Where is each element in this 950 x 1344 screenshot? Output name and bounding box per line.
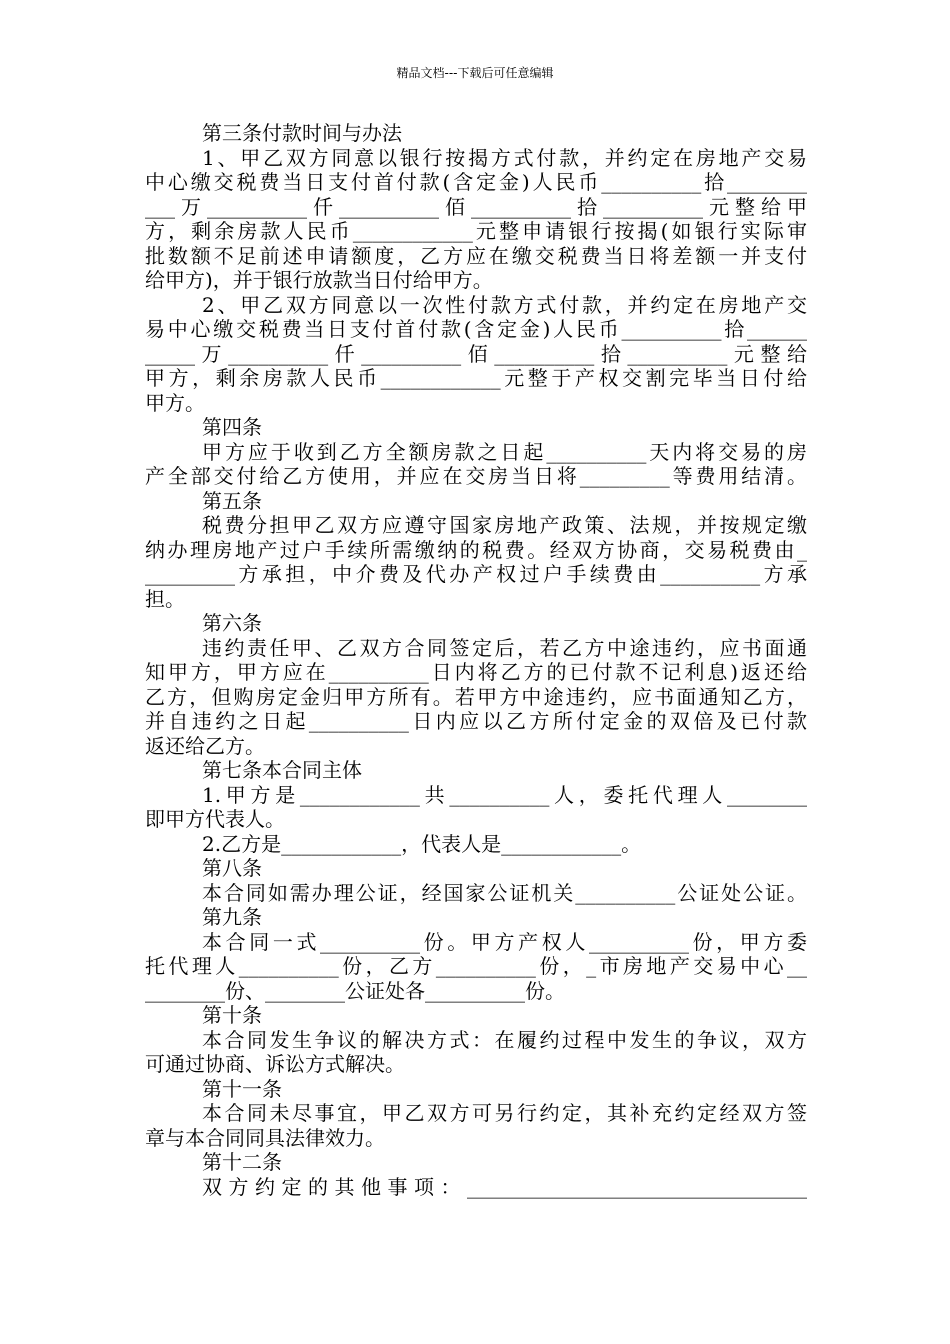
- contract-line: 2.乙方是____________，代表人是____________。: [202, 831, 642, 856]
- contract-line: 第十一条: [202, 1076, 282, 1101]
- contract-line: 知甲方，甲方应在__________日内将乙方的已付款不记利息)返还给: [145, 660, 807, 684]
- contract-line: 中心缴交税费当日支付首付款(含定金)人民币__________拾________: [145, 170, 807, 194]
- contract-line: 托代理人__________份，乙方__________份，_市房地产交易中心__: [145, 954, 807, 978]
- contract-line: 方，剩余房款人民币____________元整申请银行按揭(如银行实际审: [145, 219, 807, 243]
- contract-line: ________份、________公证处各__________份。: [145, 978, 565, 1003]
- contract-line: 给甲方)，并于银行放款当日付给甲方。: [145, 268, 493, 292]
- contract-line: _________方承担，中介费及代办产权过户手续费由__________方承: [145, 562, 807, 586]
- contract-line: 返还给乙方。: [145, 733, 265, 758]
- contract-line: 1、甲乙双方同意以银行按揭方式付款，并约定在房地产交易: [202, 145, 807, 170]
- contract-line: 易中心缴交税费当日支付首付款(含定金)人民币__________拾______: [145, 317, 807, 341]
- contract-line: _____万__________仟__________佰__________拾__________元整给: [145, 341, 807, 366]
- contract-line: 本合同如需办理公证，经国家公证机关__________公证处公证。: [202, 880, 807, 905]
- contract-line: 第七条本合同主体: [202, 758, 362, 782]
- contract-line: 第三条付款时间与办法: [202, 121, 402, 145]
- contract-line: 章与本合同同具法律效力。: [145, 1125, 385, 1150]
- contract-line: 并自违约之日起__________日内应以乙方所付定金的双倍及已付款: [145, 709, 807, 733]
- contract-line: 第六条: [202, 611, 262, 635]
- contract-line: 第九条: [202, 905, 262, 929]
- contract-line: 甲方。: [145, 390, 205, 415]
- contract-line: 第五条: [202, 488, 262, 513]
- contract-line: 税费分担甲乙双方应遵守国家房地产政策、法规，并按规定缴: [202, 513, 807, 537]
- contract-line: 乙方，但购房定金归甲方所有。若甲方中途违约，应书面通知乙方，: [145, 684, 807, 709]
- contract-line: 批数额不足前述申请额度，乙方应在缴交税费当日将差额一并支付: [145, 243, 807, 268]
- contract-line: ___万__________仟__________佰__________拾__________元整给甲: [145, 194, 807, 219]
- contract-line: 纳办理房地产过户手续所需缴纳的税费。经双方协商，交易税费由_: [145, 537, 807, 562]
- contract-line: 违约责任甲、乙双方合同签定后，若乙方中途违约，应书面通: [202, 635, 807, 660]
- contract-line: 2、甲乙双方同意以一次性付款方式付款，并约定在房地产交: [202, 292, 807, 317]
- contract-line: 第十二条: [202, 1150, 282, 1174]
- contract-line: 甲方，剩余房款人民币____________元整于产权交割完毕当日付给: [145, 366, 807, 390]
- contract-line: 可通过协商、诉讼方式解决。: [145, 1052, 405, 1076]
- contract-line: 第四条: [202, 415, 262, 439]
- contract-line: 本合同未尽事宜，甲乙双方可另行约定，其补充约定经双方签: [202, 1101, 807, 1125]
- contract-line: 即甲方代表人。: [145, 807, 285, 831]
- contract-line: 1.甲方是____________共__________人，委托代理人________: [202, 782, 807, 807]
- contract-line: 双方约定的其他事项：__________________________________: [202, 1174, 807, 1199]
- page-header: 精品文档---下载后可任意编辑: [396, 66, 554, 80]
- contract-line: 本合同一式__________份。甲方产权人__________份，甲方委: [202, 929, 807, 954]
- contract-line: 第八条: [202, 856, 262, 880]
- contract-body: [145, 121, 807, 1199]
- contract-line: 产全部交付给乙方使用，并应在交房当日将_________等费用结清。: [145, 464, 807, 488]
- contract-line: 本合同发生争议的解决方式：在履约过程中发生的争议，双方: [202, 1027, 807, 1052]
- contract-line: 第十条: [202, 1003, 262, 1027]
- contract-line: 甲方应于收到乙方全额房款之日起__________天内将交易的房: [202, 439, 807, 464]
- contract-line: 担。: [145, 586, 185, 611]
